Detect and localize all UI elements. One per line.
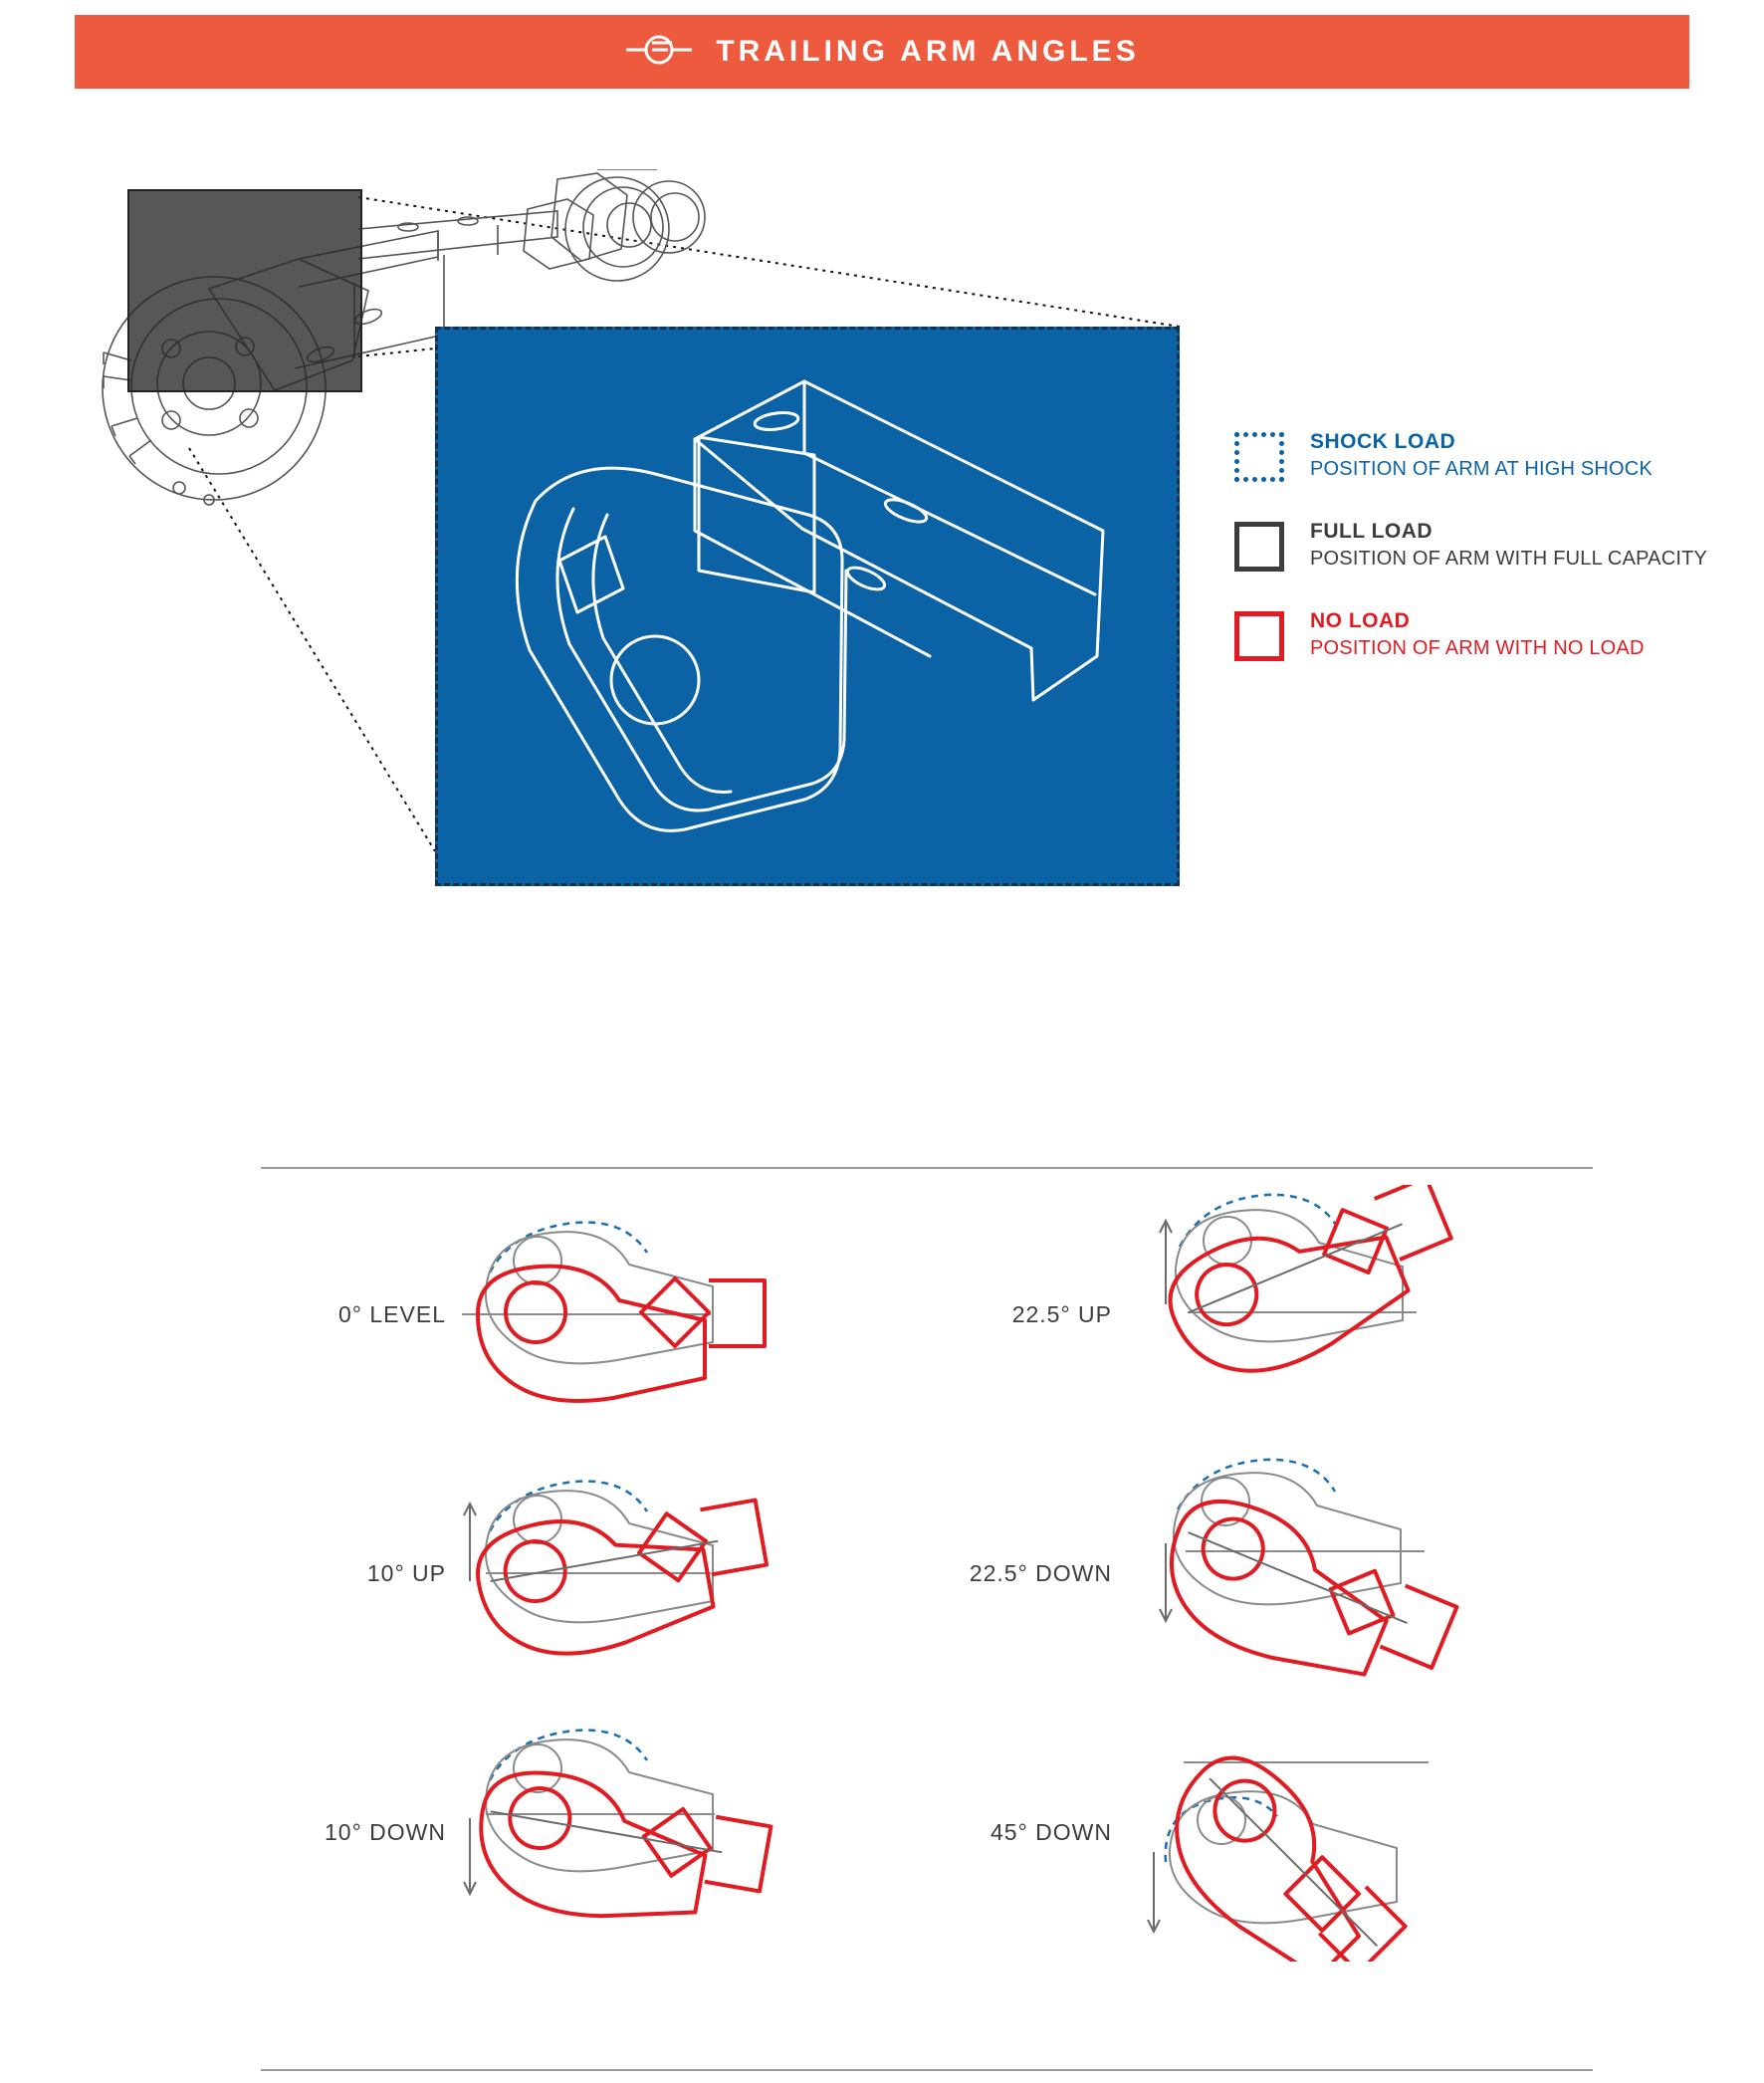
- angle-art: [1126, 1703, 1584, 1962]
- arm-angle-drawing: [460, 1444, 918, 1703]
- legend-title: NO LOAD: [1310, 609, 1411, 633]
- angle-cell-22-5-up: [927, 1185, 1593, 1444]
- angle-art: [460, 1185, 918, 1444]
- legend-description: POSITION OF ARM WITH FULL CAPACITY: [1310, 547, 1708, 570]
- legend-item-no-load: [1234, 607, 1712, 661]
- trailing-arm-detail-panel: [435, 327, 1180, 886]
- direction-arrow-down-icon: [464, 1818, 476, 1894]
- angle-art: [1126, 1185, 1584, 1444]
- legend-title: SHOCK LOAD: [1310, 430, 1456, 453]
- angle-label: 10° UP: [366, 1559, 446, 1586]
- legend-title: FULL LOAD: [1310, 520, 1433, 544]
- legend-description: POSITION OF ARM WITH NO LOAD: [1310, 636, 1645, 659]
- legend: [1234, 428, 1712, 697]
- shock-load-swatch-icon: [1234, 432, 1284, 482]
- legend-description: POSITION OF ARM AT HIGH SHOCK: [1310, 457, 1653, 480]
- angle-cell-0-level: [261, 1185, 927, 1444]
- arm-angle-drawing: [1126, 1703, 1584, 1962]
- direction-arrow-down-icon: [1160, 1543, 1172, 1621]
- angle-label: 22.5° DOWN: [969, 1559, 1112, 1586]
- brand-logo-icon: [624, 30, 694, 75]
- angle-art: [460, 1703, 918, 1962]
- page-title: TRAILING ARM ANGLES: [716, 35, 1140, 68]
- arm-angle-drawing: [460, 1185, 918, 1444]
- angle-label: 45° DOWN: [991, 1818, 1112, 1845]
- angle-cell-22-5-down: [927, 1444, 1593, 1703]
- divider-top: [261, 1167, 1593, 1169]
- full-load-swatch-icon: [1234, 522, 1284, 572]
- angle-label: 10° DOWN: [325, 1818, 446, 1845]
- angle-art: [460, 1444, 918, 1703]
- angle-art: [1126, 1444, 1584, 1703]
- legend-item-full-load: [1234, 518, 1712, 572]
- angle-label: 0° LEVEL: [338, 1300, 446, 1327]
- direction-arrow-up-icon: [464, 1504, 476, 1581]
- angle-label: 22.5° UP: [1011, 1300, 1112, 1327]
- angle-cell-10-up: [261, 1444, 927, 1703]
- arm-angle-drawing: [460, 1703, 918, 1962]
- angle-variants-grid: [261, 1185, 1593, 2061]
- arm-angle-drawing: [1126, 1185, 1584, 1444]
- legend-item-shock-load: [1234, 428, 1712, 482]
- divider-bottom: [261, 2069, 1593, 2071]
- hub-detail-callout: [127, 189, 362, 392]
- direction-arrow-down-icon: [1148, 1852, 1160, 1932]
- no-load-swatch-icon: [1234, 611, 1284, 661]
- arm-angle-drawing: [1126, 1444, 1584, 1703]
- trailing-arm-detail-drawing: [438, 330, 1183, 889]
- angle-cell-10-down: [261, 1703, 927, 1962]
- header-bar: [75, 15, 1689, 89]
- angle-cell-45-down: [927, 1703, 1593, 1962]
- header-content: [624, 30, 1139, 75]
